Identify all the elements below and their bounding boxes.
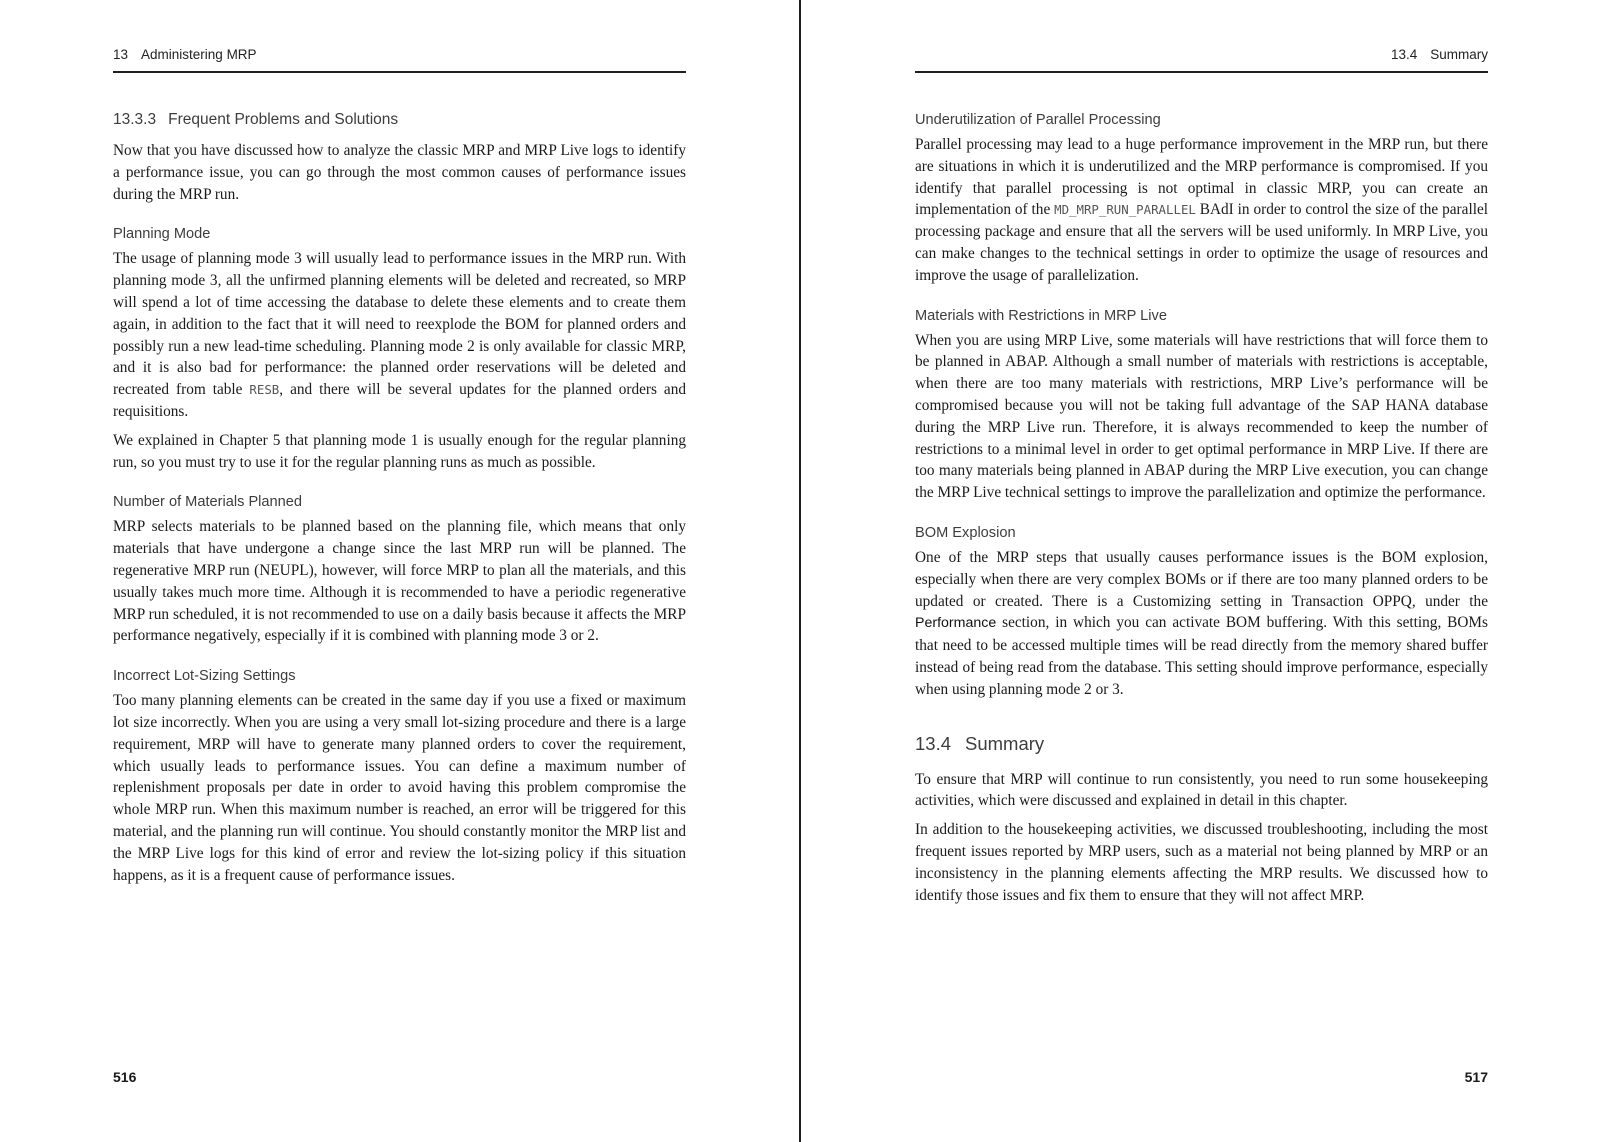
materials-planned-heading: Number of Materials Planned [113, 494, 302, 511]
planning-mode-paragraph-2: We explained in Chapter 5 that planning mode 1 is usually enough for the regular planning run, so you must try to use it for the regular planning runs as much as possible. [113, 431, 686, 471]
summary-title: Summary [965, 732, 1045, 754]
summary-paragraph-1: To ensure that MRP will continue to run consistently, you need to run some housekeeping activities, which were discussed and explained in detail in this chapter. [915, 770, 1488, 810]
planning-mode-text-b: , and there will be several updates for the planned orders and requisitions. [113, 381, 686, 420]
planning-mode-text-a: The usage of planning mode 3 will usually lead to performance issues in the MRP run. With planning mode 3, all the unfirmed planning elements will be deleted and recreated, so MRP will spend a lot of time accessing the database to delete these elements and to create them again, in addition to the fact that it will need to reexplode the BOM for planned orders and possibly run a new lead-time scheduling. Planning mode 2 is only available for classic MRP, and it is also bad for performance: the planned order reservations will be deleted and recreated from table [113, 250, 686, 399]
restrictions-heading: Materials with Restrictions in MRP Live [915, 307, 1167, 324]
bom-text-a: One of the MRP steps that usually causes performance issues is the BOM explosion, especially when there are very complex BOMs or if there are too many planned orders to be updated or created. There is a Customizing setting in Transaction OPPQ, under the [915, 548, 1488, 610]
planning-mode-paragraph-1 [113, 248, 686, 422]
lot-sizing-paragraph: Too many planning elements can be created in the same day if you use a fixed or maximum lot size incorrectly. When you are using a very small lot-sizing procedure and there is a large requirement, MRP will have to generate many planned orders to cover the requirement, which usually leads to performance issues. You can define a maximum number of replenishment proposals per date in order to avoid having this problem compromise the whole MRP run. When this maximum number is reached, an error will be triggered for this material, and the planning run will continue. You should constantly monitor the MRP list and the MRP Live logs for this kind of error and review the lot-sizing policy if this situation happens, as it is a frequent cause of performance issues. [113, 692, 686, 884]
badi-name-code: MD_MRP_RUN_PARALLEL [1054, 202, 1196, 218]
header-section-number: 13.4 [1390, 47, 1418, 62]
parallel-processing-paragraph [915, 134, 1488, 287]
section-heading [113, 109, 686, 131]
header-section-title: Summary [1430, 47, 1488, 62]
bom-text-b: section, in which you can activate BOM buffering. With this setting, BOMs that need to be accessed multiple times will be read directly from the memory shared buffer instead of being read from the database. This setting should improve performance, especially when using planning mode 2 or 3. [915, 614, 1488, 698]
page-number-right: 517 [1464, 1069, 1488, 1085]
intro-paragraph: Now that you have discussed how to analyze the classic MRP and MRP Live logs to identify a performance issue, you can go through the most common causes of performance issues during the MRP run. [113, 142, 686, 203]
book-spine-divider [799, 0, 801, 1142]
section-number: 13.3.3 [113, 111, 157, 128]
parallel-text-b: BAdI in order to control the size of the parallel processing package and ensure that all the servers will be used uniformly. In MRP Live, you can make changes to the technical settings in order to optimize the usage of resources and improve the usage of parallelization. [915, 201, 1488, 284]
summary-number: 13.4 [915, 732, 952, 754]
right-page-body [915, 107, 1488, 913]
parallel-text-a: Parallel processing may lead to a huge performance improvement in the MRP run, but there are situations in which it is underutilized and the MRP performance is compromised. If you identify that parallel processing is not optimal in classic MRP, you can create an implementation of the [915, 136, 1488, 219]
running-header-left [113, 47, 686, 73]
materials-planned-paragraph: MRP selects materials to be planned based on the planning file, which means that only materials that have undergone a change since the last MRP run will be planned. The regenerative MRP run (NEUPL), however, will force MRP to plan all the materials, and this usually takes much more time. Although it is recommended to have a periodic regenerative MRP run scheduled, it is not recommended to use on a daily basis because it affects the MRP performance negatively, especially if it is combined with planning mode 3 or 2. [113, 518, 686, 645]
page-number-left: 516 [113, 1069, 137, 1085]
summary-paragraph-2: In addition to the housekeeping activities, we discussed troubleshooting, including the most frequent issues reported by MRP users, such as a material not being planned by MRP or an inconsistency in the planning elements affecting the MRP results. We discussed how to identify those issues and fix them to ensure that they will not affect MRP. [915, 821, 1488, 904]
bom-explosion-paragraph [915, 547, 1488, 701]
summary-heading [915, 731, 1488, 757]
restrictions-paragraph: When you are using MRP Live, some materials will have restrictions that will force them to be planned in ABAP. Although a small number of materials with restrictions is acceptable, when there are too many materials with restrictions, MRP Live’s performance will be compromised because you will not be taking full advantage of the SAP HANA database during the MRP Live run. Therefore, it is always recommended to keep the number of restrictions to a minimal level in order to get optimal performance in MRP Live. If there are too many materials being planned in ABAP during the MRP Live execution, you can change the MRP Live technical settings to improve the parallelization and optimize the performance. [915, 331, 1488, 502]
section-title: Frequent Problems and Solutions [168, 111, 399, 128]
running-header-right [915, 47, 1488, 73]
chapter-number: 13 [113, 47, 129, 62]
right-page [802, 0, 1600, 1142]
table-name-code: RESB [249, 382, 280, 398]
chapter-title: Administering MRP [141, 47, 257, 62]
planning-mode-heading: Planning Mode [113, 226, 211, 243]
parallel-processing-heading: Underutilization of Parallel Processing [915, 112, 1161, 128]
lot-sizing-heading: Incorrect Lot-Sizing Settings [113, 668, 296, 685]
left-page [0, 0, 799, 1142]
bom-explosion-heading: BOM Explosion [915, 524, 1016, 541]
left-page-body [113, 107, 686, 893]
performance-ui-term: Performance [915, 615, 997, 632]
